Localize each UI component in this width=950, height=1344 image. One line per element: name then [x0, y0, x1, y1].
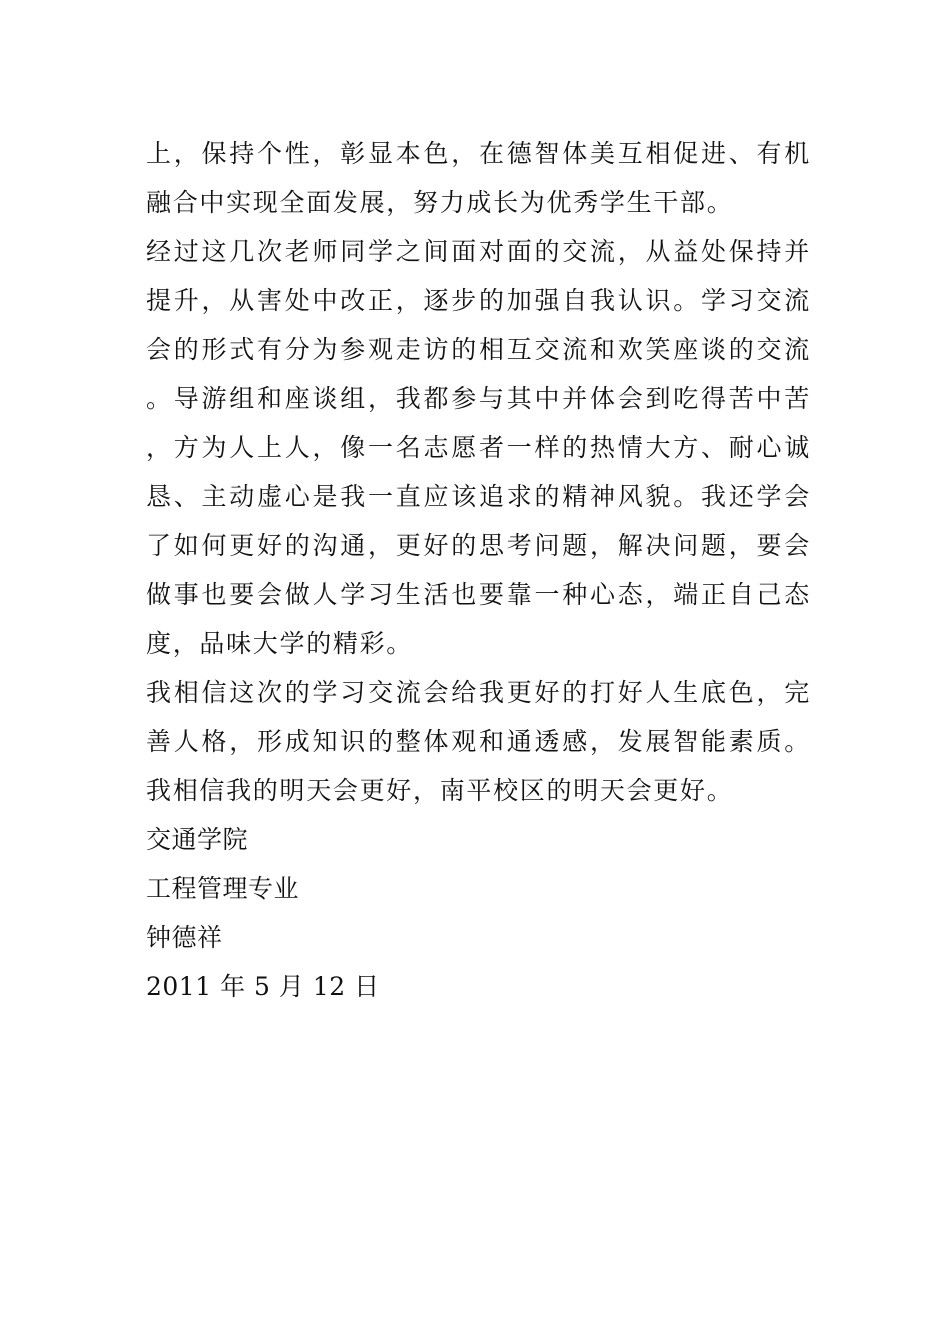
- paragraph-3: 我相信这次的学习交流会给我更好的打好人生底色，完善人格，形成知识的整体观和通透感，发展智能素质。我相信我的明天会更好，南平校区的明天会更好。: [146, 678, 811, 805]
- paragraph-1: 上，保持个性，彰显本色，在德智体美互相促进、有机融合中实现全面发展，努力成长为优秀学生干部。: [146, 139, 811, 217]
- paragraph-2: 经过这几次老师同学之间面对面的交流，从益处保持并提升，从害处中改正，逐步的加强自我认识。学习交流会的形式有分为参观走访的相互交流和欢笑座谈的交流。导游组和座谈组，我都参与其中并体会到吃得苦中苦，方为人上人，像一名志愿者一样的热情大方、耐心诚恳、主动虚心是我一直应该追求的精神风貌。我还学会了如何更好的沟通，更好的思考问题，解决问题，要会做事也要会做人学习生活也要靠一种心态，端正自己态度，品味大学的精彩。: [146, 237, 811, 658]
- document-body: [146, 129, 811, 1011]
- signature-name: 钟德祥: [146, 923, 223, 952]
- signature-date: 2011 年 5 月 12 日: [146, 972, 380, 1001]
- signature-college: 交通学院: [146, 825, 249, 854]
- signature-major: 工程管理专业: [146, 874, 300, 903]
